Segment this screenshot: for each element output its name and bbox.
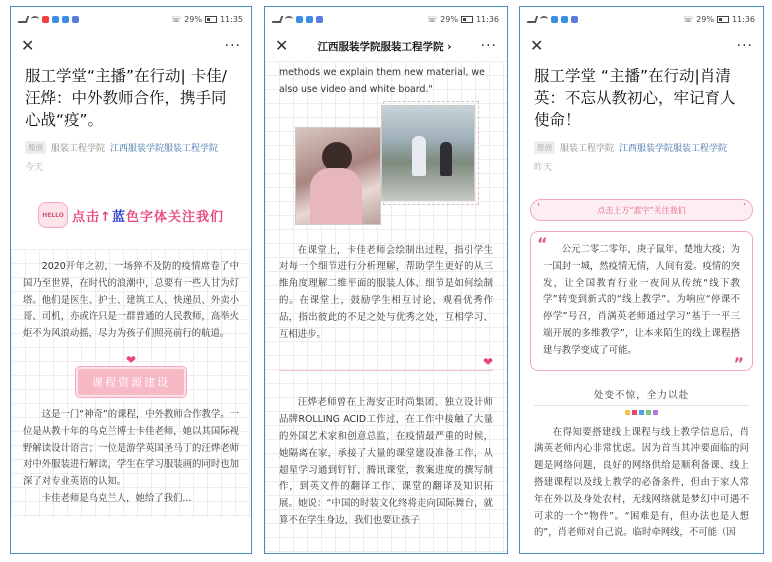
follow-prompt: 点击↑蓝色字体关注我们 <box>72 209 224 225</box>
app-notification-icon <box>306 16 313 23</box>
paragraph: 汪烨老师曾在上海安正时尚集团、独立设计师品牌ROLLING ACID工作过，在工作中接触了大量的外国艺术家和创意总监，在疫情最严重的时候，她隔离在家，承接了大量的课堂建设准备工作，从超星学习通到钉钉、腾讯课堂，教案进度的撰写制作，到英文件的翻译工作、课堂的翻译及知识拓展。她说：“中国的时装文化终将走向国际舞台，就算不在学生身边，我们也要让孩子 <box>279 397 493 526</box>
quote-mark-icon: ‘ <box>537 202 541 213</box>
article-meta <box>25 141 237 154</box>
close-quote-icon: ” <box>733 353 744 373</box>
paragraph: 2020开年之初，一场猝不及防的疫情席卷了中国乃至世界，在时代的浪潮中，总要有一些人甘为灯塔。他们是医生、护士、建筑工人、快递员、外卖小哥、司机，亦或许只是一群普通的人民教师，高举火炬不为风浪动摇，尽力为孩子们照亮前行的航道。 <box>23 261 239 340</box>
heading-underline <box>534 405 749 406</box>
app-notification-icon <box>316 16 323 23</box>
wifi-icon <box>285 16 293 22</box>
section-heading: 课程资源建设 <box>76 367 186 397</box>
app-notification-icon <box>42 16 49 23</box>
article-title: 服工学堂 “主播”在行动|肖清英：不忘从教初心，牢记育人使命！ <box>534 67 736 129</box>
battery-icon <box>461 16 473 23</box>
section-badge <box>23 353 239 399</box>
author-name: 服装工程学院 <box>560 144 615 154</box>
battery-icon <box>717 16 729 23</box>
nav-bar <box>520 31 763 61</box>
status-bar <box>11 7 251 31</box>
open-quote-icon: “ <box>537 234 548 253</box>
photo-collage <box>265 105 507 235</box>
nav-bar <box>11 31 251 61</box>
app-notification-icon <box>571 16 578 23</box>
article <box>11 65 251 173</box>
follow-prompt: 点击上方“蓝字”关注我们 <box>597 205 686 215</box>
quote-paragraph: methods we explain them new material, we also use video and white board." <box>279 67 485 95</box>
hello-sticker-icon: HELLO <box>38 202 68 228</box>
app-notification-icon <box>296 16 303 23</box>
status-bar <box>520 7 763 31</box>
battery-icon <box>205 16 217 23</box>
battery-percent: 29% <box>440 14 458 24</box>
author-name: 服装工程学院 <box>51 144 106 154</box>
dot-decoration <box>646 410 651 415</box>
status-bar <box>265 7 507 31</box>
quote-mark-icon: ’ <box>742 202 746 213</box>
article-title: 服工学堂“主播”在行动| 卡佳/汪烨：中外教师合作，携手同心战“疫”。 <box>25 67 227 129</box>
follow-pill[interactable] <box>530 199 753 221</box>
wifi-icon <box>540 16 548 22</box>
more-options-icon[interactable]: ··· <box>736 38 753 54</box>
battery-percent: 29% <box>696 14 714 24</box>
more-options-icon[interactable]: ··· <box>480 38 497 54</box>
original-tag: 原创 <box>534 141 555 154</box>
app-notification-icon <box>52 16 59 23</box>
clock: 11:36 <box>731 14 755 24</box>
more-options-icon[interactable]: ··· <box>224 38 241 54</box>
article-body <box>520 415 763 543</box>
phone-screenshot-3 <box>519 6 764 554</box>
divider <box>279 353 493 371</box>
app-notification-icon <box>561 16 568 23</box>
dot-decoration <box>653 410 658 415</box>
clock: 11:36 <box>475 14 499 24</box>
article-body <box>11 249 251 518</box>
article <box>520 65 763 173</box>
nav-bar <box>265 31 507 61</box>
vibrate-icon: ☏ <box>171 14 182 24</box>
quote-paragraph: 公元二零二零年，庚子鼠年，楚地大疫；为一国封一城，然疫情无情，人间有爱。疫情的突发，让全国教育行业一夜间从传统“线下教学”转变到新式的“线上教学”。为响应“停课不停学”号召，肖满英老师通过学习“基于一平三端开展的多维教学”，让本来陌生的线上课程搭建与教学变成了可能。 <box>543 244 740 356</box>
heart-icon: ❤ <box>125 352 137 367</box>
original-tag: 原创 <box>25 141 46 154</box>
account-title-link[interactable]: 江西服装学院服装工程学院 › <box>317 40 452 53</box>
heart-icon: ❤ <box>482 355 493 370</box>
follow-banner[interactable] <box>11 195 251 235</box>
signal-icon <box>527 16 539 23</box>
dot-decoration <box>632 410 637 415</box>
article-meta <box>534 141 749 154</box>
paragraph: 在得知要搭建线上课程与线上教学信息后，肖满英老师内心非常忧虑。因为首当其冲要面临的问题是网络问题，良好的网络供给是顺利备课、线上搭建课程以及线上教学的必备条件，但由于家人常年在外以及身处农村，无线网络就是梦幻中可遇不可求的一个“物件”。“困难是有，但办法也是人想的”，肖老师对自己说。临时牵网线，不可能（因 <box>534 426 749 539</box>
intro-quote-box <box>530 231 753 371</box>
teacher-photo[interactable] <box>295 127 381 225</box>
article-section <box>265 235 507 352</box>
account-link[interactable]: 江西服装学院服装工程学院 <box>110 144 219 154</box>
publish-date: 今天 <box>25 163 44 173</box>
signal-icon <box>18 16 30 23</box>
paragraph: 在课堂上，卡佳老师会绘制出过程，指引学生对每一个细节进行分析理解，帮助学生更好的从三维角度理解二维平面的服装人体、细节是如何绘制的。在课堂上，鼓励学生相互讨论、观看优秀作品，指出彼此的不足之处与优秀之处，互相学习、互相进步。 <box>279 244 493 340</box>
article-body <box>265 61 507 554</box>
dot-decoration <box>639 410 644 415</box>
phone-screenshot-2 <box>264 6 508 554</box>
clock: 11:35 <box>219 14 243 24</box>
close-icon[interactable]: ✕ <box>21 36 35 55</box>
article-section <box>265 381 507 529</box>
close-icon[interactable]: ✕ <box>530 36 544 55</box>
street-photo[interactable] <box>381 105 475 201</box>
wifi-icon <box>31 16 39 22</box>
dot-decoration <box>625 410 630 415</box>
app-notification-icon <box>551 16 558 23</box>
app-notification-icon <box>62 16 69 23</box>
section-heading: 处变不惊，全力以赴 <box>593 389 690 401</box>
vibrate-icon: ☏ <box>683 14 694 24</box>
publish-date: 昨天 <box>534 163 553 173</box>
close-icon[interactable]: ✕ <box>275 36 289 55</box>
account-link[interactable]: 江西服装学院服装工程学院 <box>619 144 728 154</box>
battery-percent: 29% <box>184 14 202 24</box>
paragraph: 这是一门“神奇”的课程，中外教师合作教学。一位是从教十年的乌克兰博士卡佳老师，她以其国际视野解读设计语言；一位是游学英国圣马丁的汪烨老师对中外服装进行解读，学生在学习服装画的同时也加深了对专业英语的认知。 <box>23 408 240 488</box>
vibrate-icon: ☏ <box>427 14 438 24</box>
phone-screenshot-1 <box>10 6 252 554</box>
paragraph: 卡佳老师是乌克兰人，她给了我们... <box>41 492 192 504</box>
signal-icon <box>272 16 284 23</box>
app-notification-icon <box>72 16 79 23</box>
